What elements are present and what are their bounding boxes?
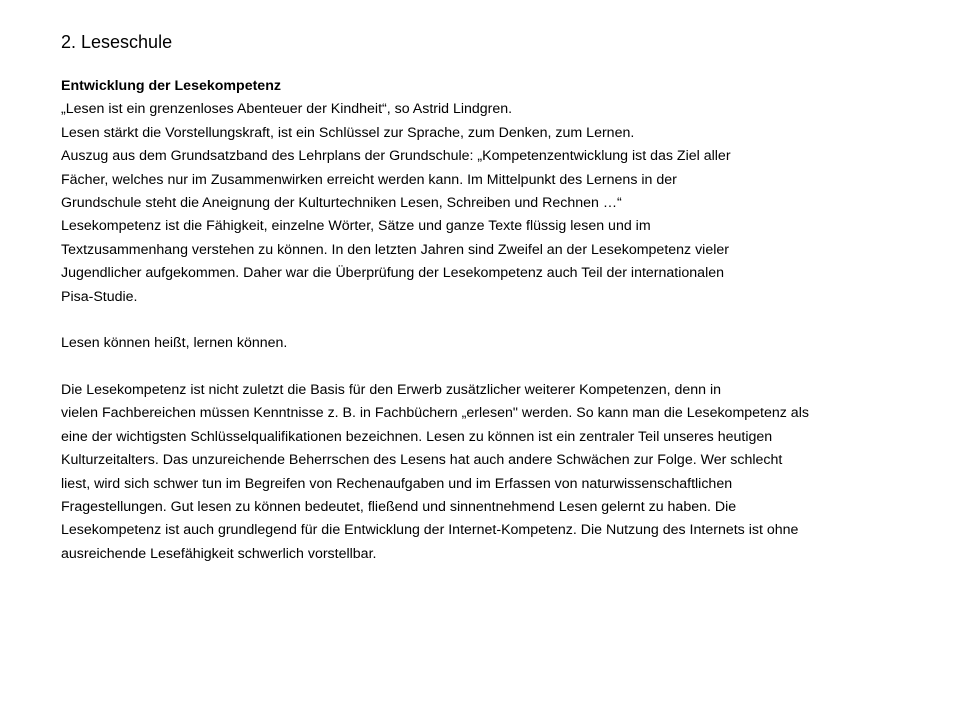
- text-line: Fächer, welches nur im Zusammenwirken erreicht werden kann. Im Mittelpunkt des Lernens in der: [61, 171, 677, 188]
- text-line: Grundschule steht die Aneignung der Kulturtechniken Lesen, Schreiben und Rechnen …“: [61, 194, 622, 211]
- paragraph-spacer: [61, 356, 941, 379]
- text-line: Pisa-Studie.: [61, 288, 138, 305]
- text-line: Lesen können heißt, lernen können.: [61, 335, 288, 352]
- text-line: ausreichende Lesefähigkeit schwerlich vorstellbar.: [61, 545, 377, 562]
- text-line: Auszug aus dem Grundsatzband des Lehrplans der Grundschule: „Kompetenzentwicklung ist das Ziel aller: [61, 148, 731, 165]
- document-page: [61, 30, 941, 566]
- text-line: „Lesen ist ein grenzenloses Abenteuer der Kindheit“, so Astrid Lindgren.: [61, 101, 513, 118]
- text-line: Lesekompetenz ist auch grundlegend für die Entwicklung der Internet-Kompetenz. Die Nutzung des Internets ist ohne: [61, 522, 799, 539]
- page-title: 2. Leseschule: [61, 32, 173, 52]
- text-line: Kulturzeitalters. Das unzureichende Beherrschen des Lesens hat auch andere Schwächen zur Folge. Wer schlecht: [61, 452, 783, 469]
- paragraph-body: [61, 379, 941, 566]
- paragraph-spacer: [61, 309, 941, 332]
- text-line: Lesekompetenz ist die Fähigkeit, einzelne Wörter, Sätze und ganze Texte flüssig lesen und im: [61, 218, 651, 235]
- text-line: Lesen stärkt die Vorstellungskraft, ist ein Schlüssel zur Sprache, zum Denken, zum Lernen.: [61, 124, 635, 141]
- section-heading: Entwicklung der Lesekompetenz: [61, 78, 281, 94]
- text-line: Jugendlicher aufgekommen. Daher war die Überprüfung der Lesekompetenz auch Teil der internationalen: [61, 265, 725, 282]
- text-line: Textzusammenhang verstehen zu können. In den letzten Jahren sind Zweifel an der Lesekompetenz vieler: [61, 241, 729, 258]
- title-spacer: [61, 54, 941, 75]
- text-line: vielen Fachbereichen müssen Kenntnisse z. B. in Fachbüchern „erlesen" werden. So kann man die Lesekompetenz als: [61, 405, 809, 422]
- text-line: eine der wichtigsten Schlüsselqualifikationen bezeichnen. Lesen zu können ist ein zentraler Teil unseres heutigen: [61, 428, 773, 445]
- text-line: Fragestellungen. Gut lesen zu können bedeutet, fließend und sinnentnehmend Lesen gelernt zu haben. Die: [61, 499, 737, 516]
- paragraph-motto: [61, 332, 941, 355]
- text-line: liest, wird sich schwer tun im Begreifen von Rechenaufgaben und im Erfassen von naturwissenschaftlichen: [61, 475, 733, 492]
- paragraph-intro: [61, 98, 941, 309]
- text-line: Die Lesekompetenz ist nicht zuletzt die Basis für den Erwerb zusätzlicher weiterer Kompetenzen, denn in: [61, 382, 722, 399]
